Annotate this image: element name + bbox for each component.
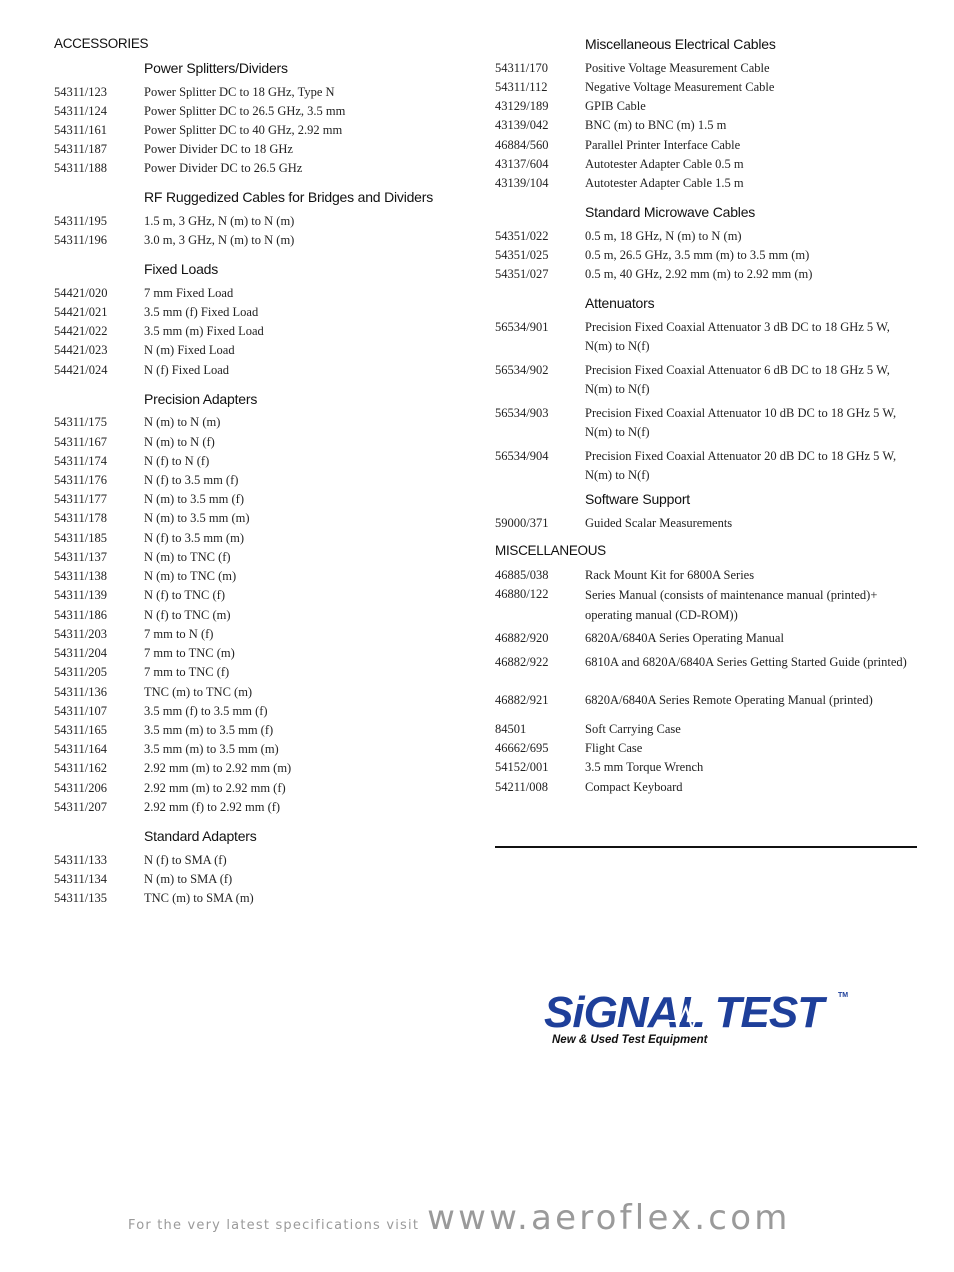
- section-title: Power Splitters/Dividers: [144, 60, 288, 76]
- part-number: 54311/135: [54, 891, 108, 905]
- part-description: N (m) to N (m): [144, 415, 221, 429]
- part-description: Rack Mount Kit for 6800A Series: [585, 568, 755, 582]
- part-number: 54311/136: [54, 685, 108, 699]
- part-description: Soft Carrying Case: [585, 722, 681, 736]
- part-number: 46882/921: [495, 693, 549, 707]
- part-description: Power Splitter DC to 18 GHz, Type N: [144, 85, 335, 99]
- footer: [128, 1198, 791, 1238]
- part-number: 54311/124: [54, 104, 108, 118]
- part-description: N (f) to 3.5 mm (m): [144, 531, 244, 545]
- part-description: 3.5 mm (m) Fixed Load: [144, 324, 264, 338]
- footer-lead-text: For the very latest specifications visit: [128, 1218, 420, 1233]
- section-title: Miscellaneous Electrical Cables: [585, 36, 776, 52]
- part-description: Positive Voltage Measurement Cable: [585, 61, 770, 75]
- part-number: 46880/122: [495, 587, 549, 601]
- part-description: Precision Fixed Coaxial Attenuator 6 dB DC to 18 GHz 5 W, N(m) to N(f): [585, 363, 890, 396]
- part-description: N (f) to SMA (f): [144, 853, 227, 867]
- part-description: N (m) Fixed Load: [144, 343, 235, 357]
- part-number: 54311/187: [54, 142, 108, 156]
- part-description: 3.5 mm (f) to 3.5 mm (f): [144, 704, 268, 718]
- part-number: 46662/695: [495, 741, 549, 755]
- part-description: 0.5 m, 26.5 GHz, 3.5 mm (m) to 3.5 mm (m): [585, 248, 810, 262]
- part-description: Precision Fixed Coaxial Attenuator 3 dB DC to 18 GHz 5 W, N(m) to N(f): [585, 320, 890, 353]
- part-description: Power Divider DC to 18 GHz: [144, 142, 293, 156]
- part-number: 54351/027: [495, 267, 549, 281]
- part-number: 54421/022: [54, 324, 108, 338]
- part-description: Compact Keyboard: [585, 780, 683, 794]
- part-description: 6820A/6840A Series Operating Manual: [585, 631, 784, 645]
- part-number: 56534/903: [495, 406, 549, 420]
- part-number: 43137/604: [495, 157, 549, 171]
- part-description: N (f) Fixed Load: [144, 363, 230, 377]
- part-number: 54311/207: [54, 800, 108, 814]
- part-number: 46882/922: [495, 655, 549, 669]
- part-number: 54311/133: [54, 853, 108, 867]
- section-title: Standard Adapters: [144, 828, 257, 844]
- part-number: 54311/161: [54, 123, 108, 137]
- part-number: 56534/904: [495, 449, 549, 463]
- part-number: 46885/038: [495, 568, 549, 582]
- part-description: 3.5 mm (f) Fixed Load: [144, 305, 259, 319]
- part-description: 0.5 m, 40 GHz, 2.92 mm (m) to 2.92 mm (m): [585, 267, 813, 281]
- part-description: N (m) to 3.5 mm (f): [144, 492, 244, 506]
- part-description: Flight Case: [585, 741, 643, 755]
- section-title: Software Support: [585, 491, 690, 507]
- part-number: 54311/178: [54, 511, 108, 525]
- part-description: N (m) to SMA (f): [144, 872, 233, 886]
- part-number: 54311/112: [495, 80, 548, 94]
- part-description: 7 mm Fixed Load: [144, 286, 234, 300]
- part-number: 56534/902: [495, 363, 549, 377]
- part-number: 54311/134: [54, 872, 108, 886]
- section-title: Standard Microwave Cables: [585, 204, 756, 220]
- logo-wordmark: SiGNAL TEST: [544, 988, 824, 1037]
- part-number: 54311/176: [54, 473, 108, 487]
- part-number: 43139/104: [495, 176, 549, 190]
- part-number: 54311/174: [54, 454, 108, 468]
- part-description: Autotester Adapter Cable 1.5 m: [585, 176, 744, 190]
- part-description: Power Splitter DC to 40 GHz, 2.92 mm: [144, 123, 343, 137]
- part-number: 43129/189: [495, 99, 549, 113]
- section-title: Attenuators: [585, 295, 655, 311]
- section-title: Precision Adapters: [144, 391, 258, 407]
- part-description: 7 mm to TNC (m): [144, 646, 235, 660]
- part-description: N (f) to TNC (m): [144, 608, 231, 622]
- part-number: 84501: [495, 722, 527, 736]
- part-number: 54311/188: [54, 161, 108, 175]
- part-number: 54311/162: [54, 761, 108, 775]
- part-description: N (f) to TNC (f): [144, 588, 225, 602]
- part-number: 54311/123: [54, 85, 108, 99]
- part-number: 54311/138: [54, 569, 108, 583]
- part-number: 54311/177: [54, 492, 108, 506]
- part-number: 54311/206: [54, 781, 108, 795]
- part-description: 1.5 m, 3 GHz, N (m) to N (m): [144, 214, 295, 228]
- part-description: N (f) to 3.5 mm (f): [144, 473, 239, 487]
- part-number: 59000/371: [495, 516, 549, 530]
- part-description: 0.5 m, 18 GHz, N (m) to N (m): [585, 229, 742, 243]
- part-description: Guided Scalar Measurements: [585, 516, 733, 530]
- part-number: 54311/167: [54, 435, 108, 449]
- part-number: 56534/901: [495, 320, 549, 334]
- part-description: 2.92 mm (m) to 2.92 mm (m): [144, 761, 292, 775]
- part-description: BNC (m) to BNC (m) 1.5 m: [585, 118, 727, 132]
- part-description: Parallel Printer Interface Cable: [585, 138, 741, 152]
- part-number: 54421/021: [54, 305, 108, 319]
- part-number: 54421/023: [54, 343, 108, 357]
- part-description: 3.5 mm (m) to 3.5 mm (m): [144, 742, 279, 756]
- part-number: 54311/185: [54, 531, 108, 545]
- part-description: 7 mm to N (f): [144, 627, 214, 641]
- part-number: 54351/022: [495, 229, 549, 243]
- part-number: 46882/920: [495, 631, 549, 645]
- part-number: 54311/205: [54, 665, 108, 679]
- footer-url-link[interactable]: www.aeroflex.com: [427, 1198, 791, 1238]
- part-description: Negative Voltage Measurement Cable: [585, 80, 775, 94]
- part-description: TNC (m) to SMA (m): [144, 891, 254, 905]
- part-number: 54152/001: [495, 760, 549, 774]
- part-number: 43139/042: [495, 118, 549, 132]
- part-description: Precision Fixed Coaxial Attenuator 20 dB DC to 18 GHz 5 W, N(m) to N(f): [585, 449, 897, 482]
- part-number: 54311/107: [54, 704, 108, 718]
- part-description: N (m) to TNC (f): [144, 550, 231, 564]
- part-description: N (m) to N (f): [144, 435, 215, 449]
- part-number: 54421/024: [54, 363, 108, 377]
- part-description: Precision Fixed Coaxial Attenuator 10 dB DC to 18 GHz 5 W, N(m) to N(f): [585, 406, 897, 439]
- part-number: 54311/203: [54, 627, 108, 641]
- part-number: 54311/175: [54, 415, 108, 429]
- part-description: GPIB Cable: [585, 99, 646, 113]
- part-number: 54421/020: [54, 286, 108, 300]
- part-description: 2.92 mm (m) to 2.92 mm (f): [144, 781, 286, 795]
- part-number: 54311/139: [54, 588, 108, 602]
- part-number: 54311/165: [54, 723, 108, 737]
- part-number: 54311/204: [54, 646, 108, 660]
- part-number: 54311/196: [54, 233, 108, 247]
- section-title: RF Ruggedized Cables for Bridges and Dividers: [144, 189, 434, 205]
- part-description: 6820A/6840A Series Remote Operating Manual (printed): [585, 693, 873, 707]
- trademark-mark: TM: [838, 992, 849, 999]
- part-number: 54311/137: [54, 550, 108, 564]
- part-description: 3.0 m, 3 GHz, N (m) to N (m): [144, 233, 295, 247]
- part-description: Autotester Adapter Cable 0.5 m: [585, 157, 744, 171]
- part-description: 7 mm to TNC (f): [144, 665, 230, 679]
- part-number: 54311/186: [54, 608, 108, 622]
- part-description: 2.92 mm (f) to 2.92 mm (f): [144, 800, 281, 814]
- part-description: Power Divider DC to 26.5 GHz: [144, 161, 303, 175]
- part-number: 54311/195: [54, 214, 108, 228]
- part-description: N (f) to N (f): [144, 454, 210, 468]
- part-description: 3.5 mm (m) to 3.5 mm (f): [144, 723, 274, 737]
- section-divider: [495, 846, 917, 848]
- part-description: Power Splitter DC to 26.5 GHz, 3.5 mm: [144, 104, 346, 118]
- part-description: TNC (m) to TNC (m): [144, 685, 253, 699]
- section-title: Fixed Loads: [144, 261, 219, 277]
- part-description: N (m) to 3.5 mm (m): [144, 511, 250, 525]
- part-number: 54311/170: [495, 61, 549, 75]
- logo-tagline: New & Used Test Equipment: [552, 1034, 708, 1046]
- signal-test-logo: [540, 983, 860, 1053]
- part-description: 6810A and 6820A/6840A Series Getting Started Guide (printed): [585, 655, 907, 669]
- part-number: 54351/025: [495, 248, 549, 262]
- part-number: 54211/008: [495, 780, 549, 794]
- accessories-heading: ACCESSORIES: [54, 36, 149, 51]
- part-description: Series Manual (consists of maintenance manual (printed)+ operating manual (CD-ROM)): [585, 588, 878, 622]
- part-description: 3.5 mm Torque Wrench: [585, 760, 704, 774]
- part-number: 46884/560: [495, 138, 549, 152]
- part-description: N (m) to TNC (m): [144, 569, 237, 583]
- miscellaneous-heading: MISCELLANEOUS: [495, 543, 606, 558]
- part-number: 54311/164: [54, 742, 108, 756]
